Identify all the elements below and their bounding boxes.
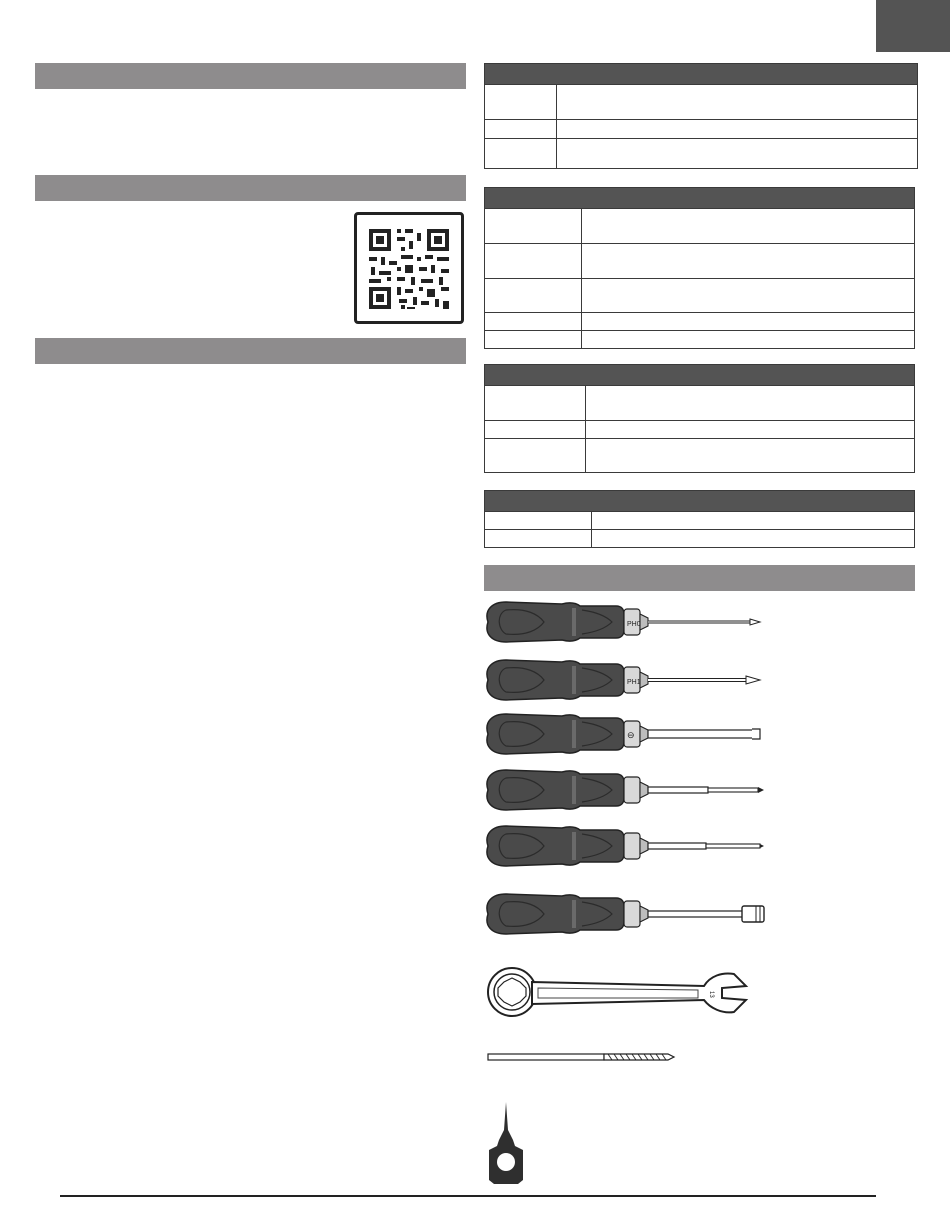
table-row: [485, 208, 914, 243]
section-header-bar: [35, 338, 466, 364]
table-row: [485, 511, 914, 529]
table-row: [485, 278, 914, 312]
table-header: [485, 64, 917, 84]
section-header-bar: [484, 565, 915, 591]
table-row: [485, 420, 914, 438]
phillips-screwdriver-icon: [487, 660, 760, 700]
combination-wrench-icon: [488, 968, 746, 1016]
spec-table: [484, 364, 915, 473]
table-header: [485, 365, 914, 385]
table-row: [485, 438, 914, 472]
tool-marking: PH0: [627, 621, 641, 628]
spec-table: [484, 187, 915, 349]
flat-screwdriver-icon: [487, 714, 760, 754]
table-row: [485, 330, 914, 348]
table-row: [485, 138, 917, 168]
tool-illustrations: [484, 598, 914, 1188]
table-header: [485, 491, 914, 511]
phillips-screwdriver-icon: [487, 602, 760, 642]
table-row: [485, 312, 914, 330]
svg-text:13: 13: [708, 991, 714, 998]
section-header-bar: [35, 175, 466, 201]
nut-driver-icon: [487, 894, 764, 934]
table-row: [485, 243, 914, 278]
table-row: [485, 119, 917, 138]
section-header-bar: [35, 63, 466, 89]
drill-bit-icon: [488, 1054, 674, 1060]
tools-svg: [484, 598, 914, 1188]
tool-marking: ⊖: [627, 730, 635, 740]
spec-table: [484, 490, 915, 548]
table-row: [485, 529, 914, 547]
footer-rule: [60, 1195, 876, 1197]
tool-marking: PH1: [627, 679, 641, 686]
hex-driver-icon: [487, 826, 764, 866]
table-row: [485, 385, 914, 420]
qr-code-icon: [357, 215, 461, 321]
hex-driver-icon: [487, 770, 764, 810]
qr-code[interactable]: [354, 212, 464, 324]
page-corner-tab: [876, 0, 950, 52]
threadlock-bottle-icon: [489, 1102, 523, 1184]
spec-table: [484, 63, 918, 169]
table-header: [485, 188, 914, 208]
table-row: [485, 84, 917, 119]
